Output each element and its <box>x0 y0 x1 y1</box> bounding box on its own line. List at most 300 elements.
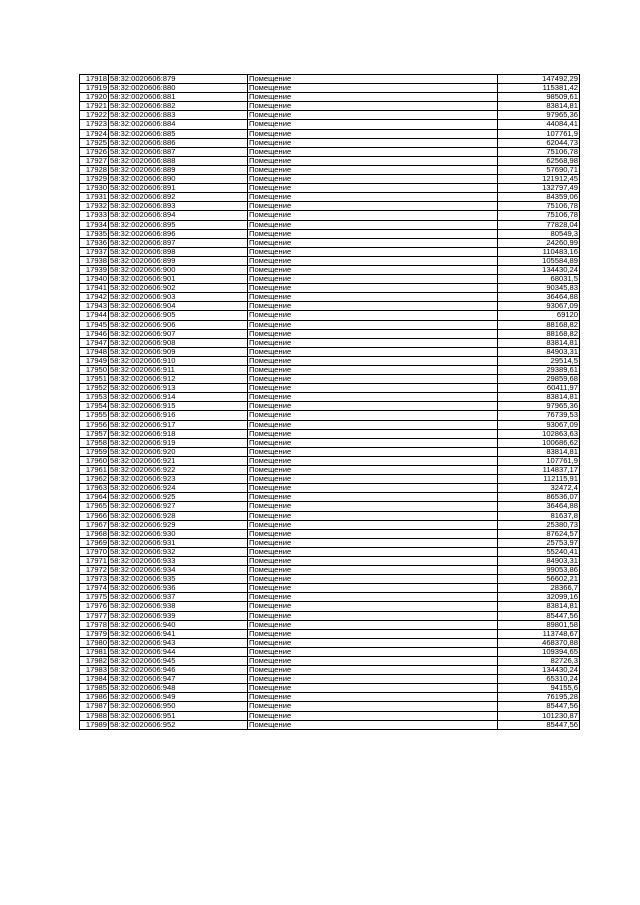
cadastral-value-cell: 134430,24 <box>498 666 580 675</box>
row-number-cell: 17920 <box>80 93 109 102</box>
table-row <box>80 420 580 429</box>
table-row <box>80 120 580 129</box>
cadastral-number-cell: 58:32:0020606:887 <box>109 147 248 156</box>
cadastral-number-cell: 58:32:0020606:947 <box>109 675 248 684</box>
cadastral-number-cell: 58:32:0020606:910 <box>109 356 248 365</box>
table-row <box>80 102 580 111</box>
cadastral-value-cell: 68031,5 <box>498 275 580 284</box>
table-row <box>80 675 580 684</box>
cadastral-value-cell: 88168,82 <box>498 329 580 338</box>
object-type-cell: Помещение <box>248 256 498 265</box>
cadastral-number-cell: 58:32:0020606:886 <box>109 138 248 147</box>
cadastral-number-cell: 58:32:0020606:930 <box>109 529 248 538</box>
object-type-cell: Помещение <box>248 202 498 211</box>
cadastral-value-cell: 28366,7 <box>498 584 580 593</box>
table-row <box>80 629 580 638</box>
cadastral-value-cell: 32099,16 <box>498 593 580 602</box>
cadastral-value-cell: 84359,06 <box>498 193 580 202</box>
row-number-cell: 17977 <box>80 611 109 620</box>
table-row <box>80 657 580 666</box>
table-row <box>80 538 580 547</box>
row-number-cell: 17949 <box>80 356 109 365</box>
object-type-cell: Помещение <box>248 229 498 238</box>
object-type-cell: Помещение <box>248 347 498 356</box>
cadastral-number-cell: 58:32:0020606:909 <box>109 347 248 356</box>
object-type-cell: Помещение <box>248 575 498 584</box>
row-number-cell: 17945 <box>80 320 109 329</box>
object-type-cell: Помещение <box>248 456 498 465</box>
row-number-cell: 17978 <box>80 620 109 629</box>
object-type-cell: Помещение <box>248 284 498 293</box>
table-row <box>80 502 580 511</box>
row-number-cell: 17929 <box>80 175 109 184</box>
table-row <box>80 584 580 593</box>
cadastral-value-cell: 97965,36 <box>498 111 580 120</box>
cadastral-number-cell: 58:32:0020606:943 <box>109 638 248 647</box>
object-type-cell: Помещение <box>248 411 498 420</box>
cadastral-number-cell: 58:32:0020606:902 <box>109 284 248 293</box>
cadastral-value-cell: 132797,49 <box>498 184 580 193</box>
cadastral-number-cell: 58:32:0020606:928 <box>109 511 248 520</box>
cadastral-value-cell: 36464,88 <box>498 293 580 302</box>
object-type-cell: Помещение <box>248 184 498 193</box>
cadastral-number-cell: 58:32:0020606:884 <box>109 120 248 129</box>
row-number-cell: 17984 <box>80 675 109 684</box>
cadastral-number-cell: 58:32:0020606:929 <box>109 520 248 529</box>
object-type-cell: Помещение <box>248 438 498 447</box>
cadastral-number-cell: 58:32:0020606:901 <box>109 275 248 284</box>
cadastral-value-cell: 29514,5 <box>498 356 580 365</box>
table-row <box>80 566 580 575</box>
object-type-cell: Помещение <box>248 211 498 220</box>
object-type-cell: Помещение <box>248 647 498 656</box>
object-type-cell: Помещение <box>248 502 498 511</box>
object-type-cell: Помещение <box>248 238 498 247</box>
cadastral-value-cell: 76195,28 <box>498 693 580 702</box>
cadastral-number-cell: 58:32:0020606:882 <box>109 102 248 111</box>
cadastral-value-cell: 93067,09 <box>498 420 580 429</box>
cadastral-number-cell: 58:32:0020606:945 <box>109 657 248 666</box>
cadastral-value-cell: 134430,24 <box>498 265 580 274</box>
cadastral-number-cell: 58:32:0020606:940 <box>109 620 248 629</box>
cadastral-number-cell: 58:32:0020606:893 <box>109 202 248 211</box>
cadastral-number-cell: 58:32:0020606:914 <box>109 393 248 402</box>
object-type-cell: Помещение <box>248 175 498 184</box>
row-number-cell: 17965 <box>80 502 109 511</box>
row-number-cell: 17972 <box>80 566 109 575</box>
object-type-cell: Помещение <box>248 111 498 120</box>
cadastral-value-cell: 82726,3 <box>498 657 580 666</box>
cadastral-number-cell: 58:32:0020606:922 <box>109 466 248 475</box>
table-row <box>80 111 580 120</box>
row-number-cell: 17971 <box>80 556 109 565</box>
cadastral-number-cell: 58:32:0020606:894 <box>109 211 248 220</box>
cadastral-value-cell: 468370,88 <box>498 638 580 647</box>
object-type-cell: Помещение <box>248 275 498 284</box>
cadastral-value-cell: 84903,31 <box>498 556 580 565</box>
cadastral-number-cell: 58:32:0020606:907 <box>109 329 248 338</box>
object-type-cell: Помещение <box>248 120 498 129</box>
cadastral-value-cell: 60411,97 <box>498 384 580 393</box>
cadastral-number-cell: 58:32:0020606:896 <box>109 229 248 238</box>
table-row <box>80 493 580 502</box>
cadastral-value-cell: 83814,81 <box>498 102 580 111</box>
object-type-cell: Помещение <box>248 329 498 338</box>
object-type-cell: Помещение <box>248 666 498 675</box>
cadastral-value-cell: 113748,67 <box>498 629 580 638</box>
cadastral-value-cell: 83814,81 <box>498 602 580 611</box>
cadastral-value-cell: 89801,58 <box>498 620 580 629</box>
cadastral-number-cell: 58:32:0020606:890 <box>109 175 248 184</box>
cadastral-value-cell: 85447,56 <box>498 702 580 711</box>
row-number-cell: 17976 <box>80 602 109 611</box>
object-type-cell: Помещение <box>248 102 498 111</box>
cadastral-number-cell: 58:32:0020606:931 <box>109 538 248 547</box>
cadastral-number-cell: 58:32:0020606:881 <box>109 93 248 102</box>
row-number-cell: 17926 <box>80 147 109 156</box>
table-row <box>80 511 580 520</box>
table-row <box>80 156 580 165</box>
cadastral-value-cell: 29389,61 <box>498 366 580 375</box>
table-row <box>80 375 580 384</box>
row-number-cell: 17952 <box>80 384 109 393</box>
table-row <box>80 547 580 556</box>
cadastral-value-cell: 107761,9 <box>498 129 580 138</box>
table-row <box>80 593 580 602</box>
table-row <box>80 275 580 284</box>
cadastral-number-cell: 58:32:0020606:949 <box>109 693 248 702</box>
cadastral-value-cell: 115381,42 <box>498 84 580 93</box>
table-row <box>80 411 580 420</box>
row-number-cell: 17931 <box>80 193 109 202</box>
row-number-cell: 17950 <box>80 366 109 375</box>
cadastral-number-cell: 58:32:0020606:925 <box>109 493 248 502</box>
row-number-cell: 17922 <box>80 111 109 120</box>
cadastral-number-cell: 58:32:0020606:904 <box>109 302 248 311</box>
table-row <box>80 702 580 711</box>
object-type-cell: Помещение <box>248 302 498 311</box>
table-row <box>80 620 580 629</box>
row-number-cell: 17988 <box>80 711 109 720</box>
cadastral-value-cell: 110483,16 <box>498 247 580 256</box>
cadastral-number-cell: 58:32:0020606:938 <box>109 602 248 611</box>
row-number-cell: 17964 <box>80 493 109 502</box>
cadastral-number-cell: 58:32:0020606:903 <box>109 293 248 302</box>
table-row <box>80 338 580 347</box>
object-type-cell: Помещение <box>248 247 498 256</box>
object-type-cell: Помещение <box>248 620 498 629</box>
object-type-cell: Помещение <box>248 693 498 702</box>
table-row <box>80 265 580 274</box>
table-row <box>80 575 580 584</box>
cadastral-number-cell: 58:32:0020606:921 <box>109 456 248 465</box>
table-row <box>80 329 580 338</box>
cadastral-value-cell: 84903,31 <box>498 347 580 356</box>
cadastral-value-cell: 76739,53 <box>498 411 580 420</box>
cadastral-number-cell: 58:32:0020606:948 <box>109 684 248 693</box>
cadastral-table <box>79 74 580 730</box>
row-number-cell: 17968 <box>80 529 109 538</box>
table-row <box>80 666 580 675</box>
row-number-cell: 17960 <box>80 456 109 465</box>
table-row <box>80 447 580 456</box>
cadastral-value-cell: 86536,07 <box>498 493 580 502</box>
table-row <box>80 475 580 484</box>
row-number-cell: 17962 <box>80 475 109 484</box>
row-number-cell: 17924 <box>80 129 109 138</box>
table-row <box>80 366 580 375</box>
object-type-cell: Помещение <box>248 602 498 611</box>
cadastral-value-cell: 109394,65 <box>498 647 580 656</box>
cadastral-number-cell: 58:32:0020606:889 <box>109 165 248 174</box>
object-type-cell: Помещение <box>248 320 498 329</box>
table-row <box>80 284 580 293</box>
table-row <box>80 393 580 402</box>
object-type-cell: Помещение <box>248 584 498 593</box>
cadastral-value-cell: 100686,62 <box>498 438 580 447</box>
cadastral-value-cell: 114837,17 <box>498 466 580 475</box>
cadastral-value-cell: 87624,57 <box>498 529 580 538</box>
cadastral-value-cell: 98509,61 <box>498 93 580 102</box>
row-number-cell: 17970 <box>80 547 109 556</box>
cadastral-number-cell: 58:32:0020606:913 <box>109 384 248 393</box>
cadastral-value-cell: 75106,78 <box>498 211 580 220</box>
row-number-cell: 17947 <box>80 338 109 347</box>
object-type-cell: Помещение <box>248 684 498 693</box>
object-type-cell: Помещение <box>248 393 498 402</box>
cadastral-number-cell: 58:32:0020606:936 <box>109 584 248 593</box>
object-type-cell: Помещение <box>248 720 498 729</box>
cadastral-number-cell: 58:32:0020606:916 <box>109 411 248 420</box>
object-type-cell: Помещение <box>248 629 498 638</box>
object-type-cell: Помещение <box>248 75 498 84</box>
cadastral-number-cell: 58:32:0020606:880 <box>109 84 248 93</box>
cadastral-value-cell: 36464,88 <box>498 502 580 511</box>
row-number-cell: 17935 <box>80 229 109 238</box>
table-row <box>80 175 580 184</box>
cadastral-number-cell: 58:32:0020606:879 <box>109 75 248 84</box>
object-type-cell: Помещение <box>248 511 498 520</box>
row-number-cell: 17980 <box>80 638 109 647</box>
table-row <box>80 138 580 147</box>
row-number-cell: 17989 <box>80 720 109 729</box>
cadastral-number-cell: 58:32:0020606:952 <box>109 720 248 729</box>
row-number-cell: 17930 <box>80 184 109 193</box>
row-number-cell: 17956 <box>80 420 109 429</box>
table-row <box>80 84 580 93</box>
table-row <box>80 693 580 702</box>
row-number-cell: 17946 <box>80 329 109 338</box>
row-number-cell: 17941 <box>80 284 109 293</box>
table-row <box>80 238 580 247</box>
object-type-cell: Помещение <box>248 566 498 575</box>
table-row <box>80 356 580 365</box>
cadastral-value-cell: 105584,89 <box>498 256 580 265</box>
object-type-cell: Помещение <box>248 366 498 375</box>
object-type-cell: Помещение <box>248 156 498 165</box>
table-row <box>80 93 580 102</box>
table-row <box>80 147 580 156</box>
cadastral-number-cell: 58:32:0020606:933 <box>109 556 248 565</box>
row-number-cell: 17979 <box>80 629 109 638</box>
cadastral-number-cell: 58:32:0020606:950 <box>109 702 248 711</box>
object-type-cell: Помещение <box>248 420 498 429</box>
object-type-cell: Помещение <box>248 220 498 229</box>
object-type-cell: Помещение <box>248 447 498 456</box>
cadastral-number-cell: 58:32:0020606:892 <box>109 193 248 202</box>
cadastral-value-cell: 93067,09 <box>498 302 580 311</box>
row-number-cell: 17928 <box>80 165 109 174</box>
row-number-cell: 17939 <box>80 265 109 274</box>
cadastral-number-cell: 58:32:0020606:908 <box>109 338 248 347</box>
object-type-cell: Помещение <box>248 402 498 411</box>
table-row <box>80 75 580 84</box>
row-number-cell: 17934 <box>80 220 109 229</box>
cadastral-value-cell: 101230,87 <box>498 711 580 720</box>
object-type-cell: Помещение <box>248 193 498 202</box>
cadastral-value-cell: 94155,6 <box>498 684 580 693</box>
cadastral-value-cell: 56602,21 <box>498 575 580 584</box>
row-number-cell: 17927 <box>80 156 109 165</box>
object-type-cell: Помещение <box>248 711 498 720</box>
object-type-cell: Помещение <box>248 84 498 93</box>
row-number-cell: 17983 <box>80 666 109 675</box>
object-type-cell: Помещение <box>248 484 498 493</box>
row-number-cell: 17936 <box>80 238 109 247</box>
cadastral-value-cell: 55240,41 <box>498 547 580 556</box>
cadastral-value-cell: 75106,78 <box>498 202 580 211</box>
cadastral-number-cell: 58:32:0020606:946 <box>109 666 248 675</box>
table-row <box>80 311 580 320</box>
cadastral-number-cell: 58:32:0020606:888 <box>109 156 248 165</box>
object-type-cell: Помещение <box>248 375 498 384</box>
table-row <box>80 293 580 302</box>
table-row <box>80 720 580 729</box>
row-number-cell: 17919 <box>80 84 109 93</box>
table-body <box>80 75 580 730</box>
cadastral-number-cell: 58:32:0020606:912 <box>109 375 248 384</box>
cadastral-value-cell: 75106,78 <box>498 147 580 156</box>
row-number-cell: 17925 <box>80 138 109 147</box>
cadastral-value-cell: 69120 <box>498 311 580 320</box>
row-number-cell: 17967 <box>80 520 109 529</box>
table-row <box>80 256 580 265</box>
row-number-cell: 17932 <box>80 202 109 211</box>
table-row <box>80 647 580 656</box>
cadastral-value-cell: 112115,91 <box>498 475 580 484</box>
cadastral-value-cell: 32472,4 <box>498 484 580 493</box>
row-number-cell: 17959 <box>80 447 109 456</box>
row-number-cell: 17944 <box>80 311 109 320</box>
row-number-cell: 17957 <box>80 429 109 438</box>
row-number-cell: 17975 <box>80 593 109 602</box>
cadastral-value-cell: 77828,04 <box>498 220 580 229</box>
table-row <box>80 520 580 529</box>
row-number-cell: 17940 <box>80 275 109 284</box>
row-number-cell: 17987 <box>80 702 109 711</box>
table-row <box>80 229 580 238</box>
cadastral-number-cell: 58:32:0020606:900 <box>109 265 248 274</box>
cadastral-value-cell: 83814,81 <box>498 338 580 347</box>
cadastral-value-cell: 102863,63 <box>498 429 580 438</box>
cadastral-number-cell: 58:32:0020606:917 <box>109 420 248 429</box>
cadastral-number-cell: 58:32:0020606:911 <box>109 366 248 375</box>
object-type-cell: Помещение <box>248 165 498 174</box>
object-type-cell: Помещение <box>248 429 498 438</box>
cadastral-value-cell: 88168,82 <box>498 320 580 329</box>
row-number-cell: 17938 <box>80 256 109 265</box>
row-number-cell: 17963 <box>80 484 109 493</box>
row-number-cell: 17921 <box>80 102 109 111</box>
row-number-cell: 17982 <box>80 657 109 666</box>
object-type-cell: Помещение <box>248 493 498 502</box>
object-type-cell: Помещение <box>248 147 498 156</box>
table-row <box>80 220 580 229</box>
cadastral-number-cell: 58:32:0020606:906 <box>109 320 248 329</box>
object-type-cell: Помещение <box>248 520 498 529</box>
cadastral-number-cell: 58:32:0020606:883 <box>109 111 248 120</box>
cadastral-value-cell: 81637,8 <box>498 511 580 520</box>
table-row <box>80 402 580 411</box>
table-row <box>80 456 580 465</box>
cadastral-value-cell: 29859,68 <box>498 375 580 384</box>
cadastral-number-cell: 58:32:0020606:915 <box>109 402 248 411</box>
cadastral-number-cell: 58:32:0020606:935 <box>109 575 248 584</box>
cadastral-value-cell: 107761,9 <box>498 456 580 465</box>
cadastral-number-cell: 58:32:0020606:919 <box>109 438 248 447</box>
cadastral-value-cell: 65310,24 <box>498 675 580 684</box>
object-type-cell: Помещение <box>248 265 498 274</box>
object-type-cell: Помещение <box>248 466 498 475</box>
cadastral-number-cell: 58:32:0020606:932 <box>109 547 248 556</box>
row-number-cell: 17966 <box>80 511 109 520</box>
cadastral-value-cell: 147492,29 <box>498 75 580 84</box>
row-number-cell: 17951 <box>80 375 109 384</box>
cadastral-number-cell: 58:32:0020606:941 <box>109 629 248 638</box>
row-number-cell: 17953 <box>80 393 109 402</box>
cadastral-number-cell: 58:32:0020606:895 <box>109 220 248 229</box>
object-type-cell: Помещение <box>248 657 498 666</box>
object-type-cell: Помещение <box>248 638 498 647</box>
table-row <box>80 429 580 438</box>
object-type-cell: Помещение <box>248 311 498 320</box>
row-number-cell: 17954 <box>80 402 109 411</box>
table-row <box>80 711 580 720</box>
row-number-cell: 17937 <box>80 247 109 256</box>
cadastral-value-cell: 83814,81 <box>498 393 580 402</box>
cadastral-number-cell: 58:32:0020606:898 <box>109 247 248 256</box>
cadastral-number-cell: 58:32:0020606:899 <box>109 256 248 265</box>
row-number-cell: 17948 <box>80 347 109 356</box>
object-type-cell: Помещение <box>248 593 498 602</box>
table-row <box>80 347 580 356</box>
table-row <box>80 129 580 138</box>
row-number-cell: 17918 <box>80 75 109 84</box>
cadastral-number-cell: 58:32:0020606:937 <box>109 593 248 602</box>
cadastral-number-cell: 58:32:0020606:885 <box>109 129 248 138</box>
cadastral-value-cell: 83814,81 <box>498 447 580 456</box>
cadastral-number-cell: 58:32:0020606:918 <box>109 429 248 438</box>
object-type-cell: Помещение <box>248 529 498 538</box>
cadastral-number-cell: 58:32:0020606:934 <box>109 566 248 575</box>
cadastral-number-cell: 58:32:0020606:951 <box>109 711 248 720</box>
cadastral-value-cell: 85447,56 <box>498 611 580 620</box>
row-number-cell: 17986 <box>80 693 109 702</box>
cadastral-number-cell: 58:32:0020606:920 <box>109 447 248 456</box>
cadastral-value-cell: 62044,73 <box>498 138 580 147</box>
table-row <box>80 484 580 493</box>
row-number-cell: 17923 <box>80 120 109 129</box>
